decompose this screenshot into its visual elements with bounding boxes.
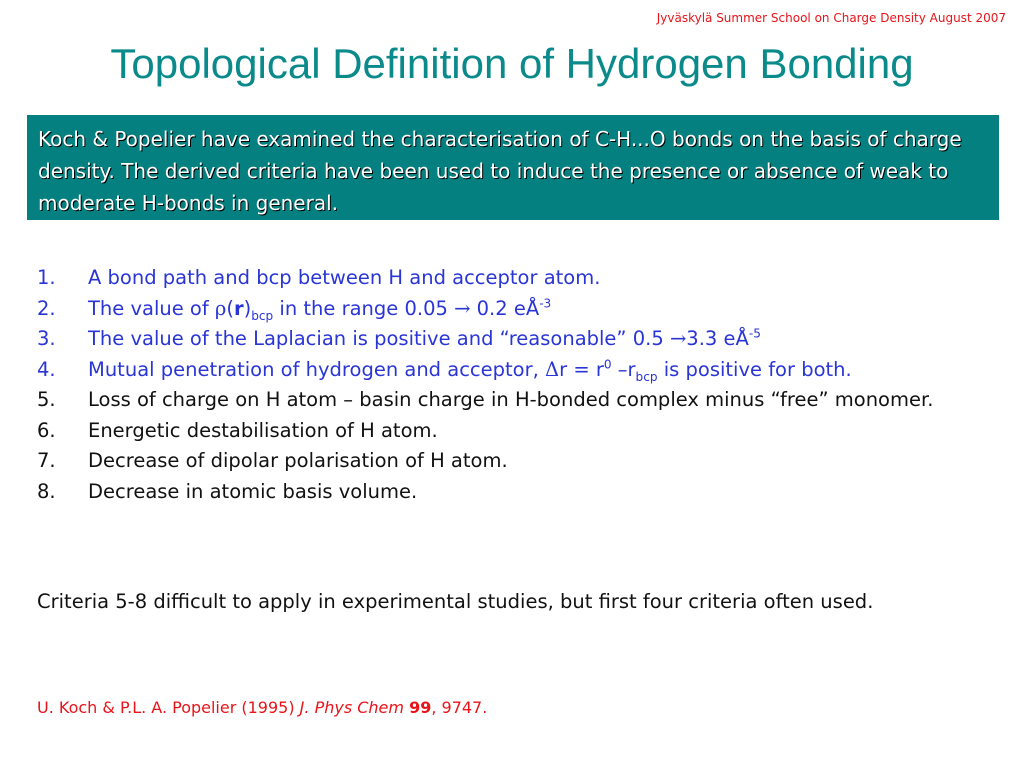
criteria-list [37, 263, 1007, 507]
reference-pages: , 9747. [431, 698, 488, 717]
criterion-text: A bond path and bcp between H and acceptor atom. [88, 266, 601, 289]
reference-journal: J. Phys Chem [299, 698, 404, 717]
arrow-symbol: → [669, 327, 687, 350]
criterion-text: Decrease in atomic basis volume. [88, 479, 418, 503]
rho-symbol: ρ [214, 296, 227, 320]
criterion-text-end: is positive for both. [657, 357, 852, 381]
summary-text: Criteria 5-8 difficult to apply in experimental studies, but first four criteria often used. [37, 590, 874, 613]
reference-volume: 99 [409, 698, 432, 717]
criterion-1 [37, 263, 1007, 294]
criterion-number: 6. [37, 418, 56, 442]
criterion-text-end: 3.3 eÅ [686, 327, 749, 350]
criterion-7 [37, 446, 1007, 477]
criterion-number: 3. [37, 327, 56, 350]
criterion-text: Mutual penetration of hydrogen and acceptor, [88, 357, 546, 381]
exponent-superscript: -5 [748, 326, 761, 341]
criterion-6 [37, 416, 1007, 447]
intro-text: Koch & Popelier have examined the characterisation of C-H...O bonds on the basis of charge density. The derived criteria have been used to induce the presence or absence of weak to moderate H-bonds in general. [38, 127, 962, 215]
page-title: Topological Definition of Hydrogen Bonding [110, 40, 914, 87]
criterion-text-end: 0.2 eÅ [470, 296, 540, 320]
criterion-8 [37, 477, 1007, 508]
r-vector: r [234, 296, 244, 320]
criterion-text: Energetic destabilisation of H atom. [88, 418, 438, 442]
criterion-4 [37, 355, 1007, 386]
criterion-number: 2. [37, 296, 56, 320]
criterion-text-cont: r = r [559, 357, 604, 381]
reference-citation [37, 698, 487, 717]
criterion-5 [37, 385, 1007, 416]
reference-authors: U. Koch & P.L. A. Popelier (1995) [37, 698, 300, 717]
criterion-number: 7. [37, 449, 56, 472]
paren-open: ( [226, 296, 234, 320]
criterion-text-cont2: –r [611, 357, 636, 381]
header-note: Jyväskylä Summer School on Charge Density August 2007 [656, 11, 1006, 25]
arrow-symbol: → [454, 296, 471, 320]
criterion-text-cont: in the range 0.05 [273, 296, 455, 320]
criterion-number: 5. [37, 388, 56, 411]
criterion-number: 4. [37, 357, 56, 381]
criterion-text: Loss of charge on H atom – basin charge in H-bonded complex minus “free” monomer. [88, 388, 934, 411]
bcp-subscript: bcp [251, 308, 274, 323]
exponent-superscript: -3 [539, 296, 552, 310]
criterion-text: Decrease of dipolar polarisation of H atom. [88, 449, 508, 472]
criterion-text: The value of the Laplacian is positive and “reasonable” 0.5 [88, 327, 670, 350]
criterion-2 [37, 294, 1007, 325]
criterion-number: 1. [37, 266, 56, 289]
criterion-number: 8. [37, 479, 56, 503]
bcp-subscript: bcp [635, 369, 658, 384]
delta-symbol: Δ [545, 357, 560, 381]
paren-close: ) [243, 296, 252, 320]
criterion-text: The value of [88, 296, 215, 320]
zero-superscript: 0 [603, 357, 612, 371]
intro-box [27, 115, 999, 220]
criterion-3 [37, 324, 1007, 355]
